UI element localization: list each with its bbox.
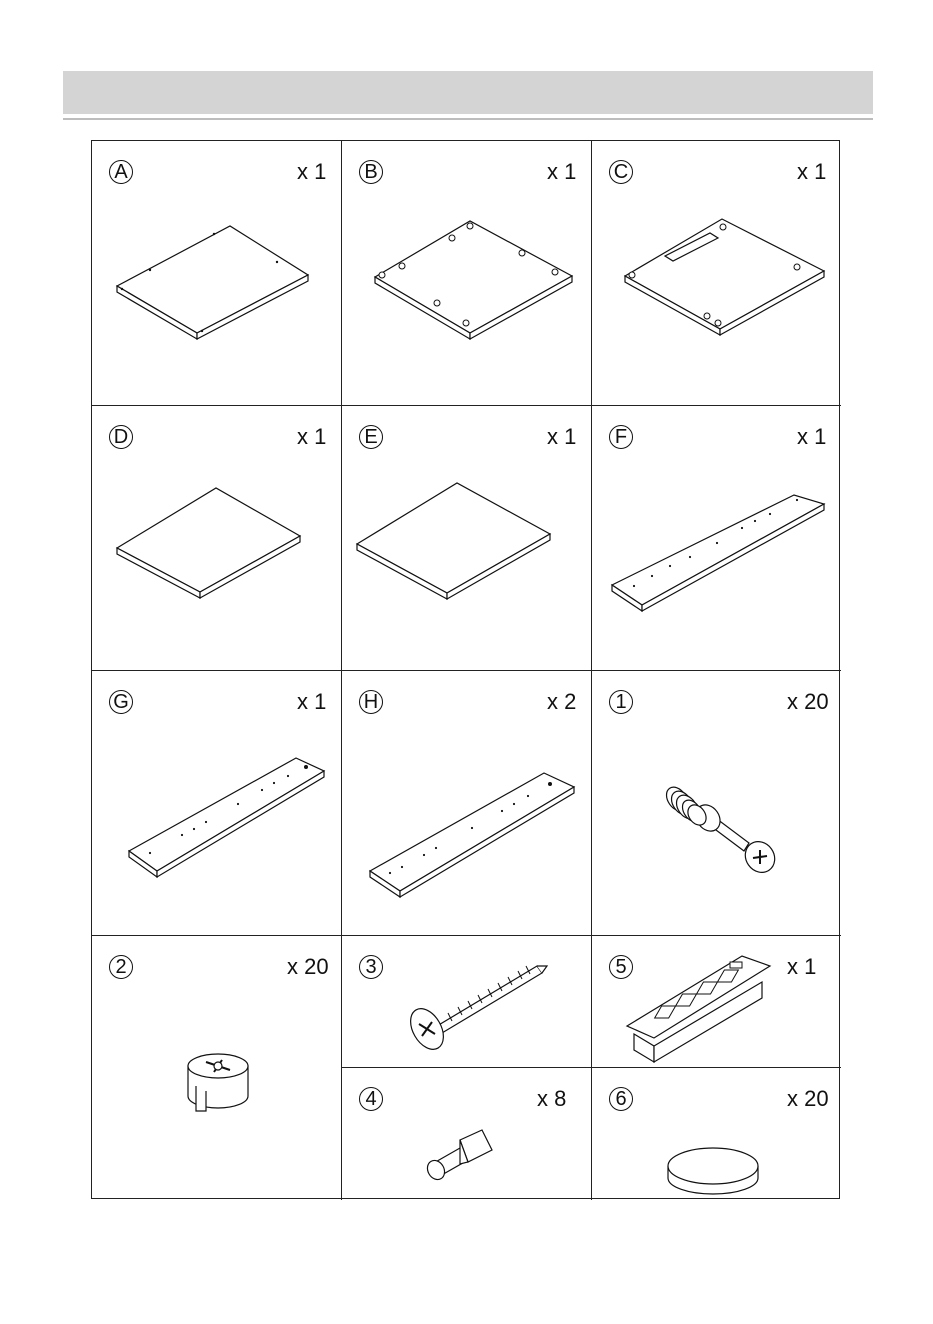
panel-d-drawing bbox=[92, 406, 342, 671]
part-label: 5 bbox=[609, 955, 633, 979]
header-rule bbox=[63, 118, 873, 120]
power-outlet-strip-drawing bbox=[592, 936, 841, 1068]
part-label: F bbox=[609, 425, 633, 449]
part-quantity: x 1 bbox=[297, 689, 327, 714]
part-label: G bbox=[109, 690, 133, 714]
part-label: B bbox=[359, 160, 383, 184]
panel-a-drawing bbox=[92, 141, 342, 406]
panel-c-drawing bbox=[592, 141, 841, 406]
panel-e-drawing bbox=[342, 406, 592, 671]
header-bar bbox=[63, 71, 873, 114]
part-quantity: x 1 bbox=[297, 159, 327, 184]
part-quantity: x 1 bbox=[297, 424, 327, 449]
cam-bolt-drawing bbox=[592, 671, 841, 936]
part-quantity: x 20 bbox=[787, 1086, 829, 1111]
panel-h-drawing bbox=[342, 671, 592, 936]
part-label: 3 bbox=[359, 955, 383, 979]
part-label: H bbox=[359, 690, 383, 714]
panel-g-drawing bbox=[92, 671, 342, 936]
part-quantity: x 1 bbox=[797, 424, 827, 449]
part-label: 6 bbox=[609, 1087, 633, 1111]
part-cell-d bbox=[92, 406, 342, 671]
part-cell-4 bbox=[342, 1068, 592, 1200]
part-cell-6 bbox=[592, 1068, 841, 1200]
part-cell-f bbox=[592, 406, 841, 671]
part-label: D bbox=[109, 425, 133, 449]
part-label: E bbox=[359, 425, 383, 449]
part-cell-3 bbox=[342, 936, 592, 1068]
parts-grid bbox=[91, 140, 840, 1199]
part-quantity: x 1 bbox=[787, 954, 817, 979]
panel-f-drawing bbox=[592, 406, 841, 671]
part-quantity: x 8 bbox=[537, 1086, 567, 1111]
part-label: 2 bbox=[109, 955, 133, 979]
part-quantity: x 1 bbox=[547, 159, 577, 184]
felt-pad-drawing bbox=[592, 1068, 841, 1200]
panel-b-drawing bbox=[342, 141, 592, 406]
part-cell-e bbox=[342, 406, 592, 671]
part-label: C bbox=[609, 160, 633, 184]
shelf-pin-drawing bbox=[342, 1068, 592, 1200]
part-label: 1 bbox=[609, 690, 633, 714]
part-quantity: x 1 bbox=[797, 159, 827, 184]
part-cell-5 bbox=[592, 936, 841, 1068]
part-cell-b bbox=[342, 141, 592, 406]
part-label: A bbox=[109, 160, 133, 184]
wood-screw-drawing bbox=[342, 936, 592, 1068]
part-label: 4 bbox=[359, 1087, 383, 1111]
part-quantity: x 2 bbox=[547, 689, 577, 714]
part-cell-a bbox=[92, 141, 342, 406]
part-cell-1 bbox=[592, 671, 841, 936]
part-cell-g bbox=[92, 671, 342, 936]
part-quantity: x 1 bbox=[547, 424, 577, 449]
part-cell-2 bbox=[92, 936, 342, 1200]
part-cell-c bbox=[592, 141, 841, 406]
part-quantity: x 20 bbox=[287, 954, 329, 979]
cam-lock-drawing bbox=[92, 936, 342, 1200]
part-cell-h bbox=[342, 671, 592, 936]
part-quantity: x 20 bbox=[787, 689, 829, 714]
